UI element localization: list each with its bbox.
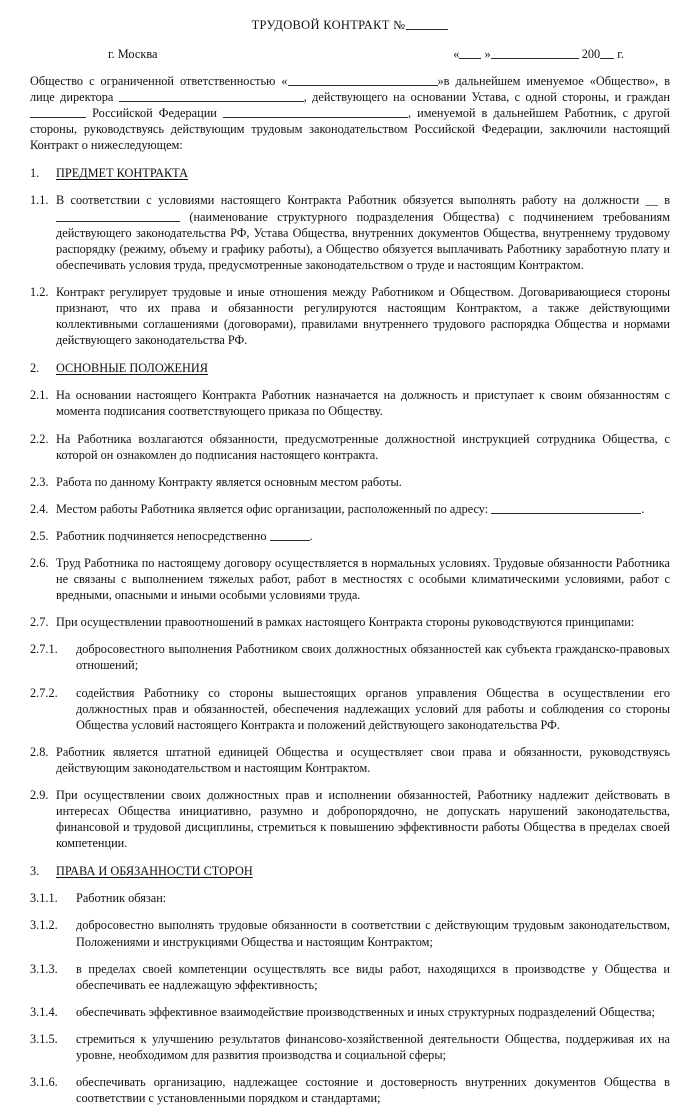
clause-number: 2.7.2. [30,685,58,700]
clause-text-b: . [309,528,313,543]
clause-2-2 [30,431,670,463]
supervisor-blank [270,529,310,540]
clause-1-1 [30,192,670,272]
intro-text-a: Общество с ограниченной ответственностью [30,74,276,88]
day-blank [459,48,481,59]
clause-body: добросовестно выполнять трудовые обязанности в соответствии с действующим трудовым законодательством, Положениями и инструкциями Общества и настоящим Контрактом; [76,918,670,949]
intro-text-b: в дальнейшем именуемое [443,74,584,88]
intro-paragraph [30,73,670,153]
clause-body: добросовестного выполнения Работником своих должностных обязанностей как субъекта гражданско-правовых отношений; [76,642,670,673]
section-heading-1 [30,166,670,181]
clause-text-a: Работник подчиняется непосредственно [56,528,267,543]
subdivision-blank [56,210,180,221]
office-address-blank [491,502,641,513]
citizen-blank [30,107,86,118]
clause-number: 2.9. [30,788,49,802]
clause-body: обеспечивать организацию, надлежащее состояние и достоверность внутренних документов Общества в соответствии с установленными порядком и стандартами; [76,1075,670,1106]
clause-3-1-2 [30,917,670,949]
clause-2-1 [30,387,670,419]
clause-body: При осуществлении своих должностных прав и исполнении обязанностей, Работнику надлежит действовать в интересах Общества инициативно, разумно и добропорядочно, не допускать нарушений законодательства, финансовой и трудовой дисциплины, стремиться к повышению эффективности работы Общества в пределах своей компетенции. [56,788,670,851]
close-quote: » [484,47,491,61]
clause-3-1-5 [30,1031,670,1063]
clause-body: На Работника возлагаются обязанности, предусмотренные должностной инструкцией сотрудника Общества, с которой он ознакомлен до подписания настоящего контракта. [56,431,670,462]
clause-number: 3.1.2. [30,918,58,933]
close-quote-company: » [437,74,444,88]
clause-body: При осуществлении правоотношений в рамках настоящего Контракта стороны руководствуются принципами: [56,615,635,630]
clause-text-b: (наименование структурного подразделения Общества) с подчинением требованиям действующего законодательства РФ, Устава Общества, внутренних документов Общества, внутреннему трудовому распорядку (режиму, объему и графику работы), а Общество обязуется выплачивать Работнику заработную плату и обеспечивать условия труда, предусмотренные законодательством о труде и настоящим Контрактом. [56,209,670,272]
section-title-2: ОСНОВНЫЕ ПОЛОЖЕНИЯ [56,361,208,376]
clause-2-3 [30,474,670,490]
clause-3-1-3 [30,961,670,993]
year-blank [600,48,614,59]
clause-body: Контракт регулирует трудовые и иные отношения между Работником и Обществом. Договаривающиеся стороны признают, что их права и обязанности регулируются настоящим Контрактом, а также действующими коллективными соглашениями (договорами), правилами внутреннего трудового распорядка Общества и нормами действующего законодательства РФ. [56,284,670,348]
clause-number: 3.1.5. [30,1031,58,1046]
clause-body [56,528,670,544]
clause-body: Труд Работника по настоящему договору осуществляется в нормальных условиях. Трудовые обязанности Работника не связаны с выполнением тяжелых работ, работ в местностях с особыми климатическими условиями, работ с вредными, опасными и иными особыми условиями труда. [56,555,670,603]
month-blank [491,48,579,59]
company-name-blank [288,75,438,86]
clause-2-4 [30,501,670,517]
clause-2-7 [30,614,670,630]
date-group [453,47,670,62]
clause-text-a: Местом работы Работника является офис организации, расположенный по адресу: [56,501,489,516]
contract-number-blank [406,18,448,30]
clause-number: 1.2. [30,284,49,299]
clause-body: обеспечивать эффективное взаимодействие производственных и иных структурных подразделений Общества; [76,1004,655,1019]
intro-text-d: , действующего на основании Устава, с одной стороны, и граждан [303,90,670,105]
clause-number: 2.7. [30,615,49,630]
page-title [30,18,670,33]
clause-body: Работник является штатной единицей Общества и осуществляет свои права и обязанности, руководствуясь действующим законодательством и настоящим Контрактом. [56,744,670,775]
clause-number: 1.1. [30,193,49,208]
employee-name-blank [223,107,408,118]
clause-2-9 [30,787,670,851]
clause-2-6 [30,555,670,603]
clause-body: На основании настоящего Контракта Работник назначается на должность и приступает к своим обязанностям с момента подписания соответствующего приказа по Обществу. [56,388,670,419]
clause-text-b: . [641,501,645,516]
clause-3-1-1 [30,890,670,906]
clause-number: 2.4. [30,501,49,516]
section-title-3: ПРАВА И ОБЯЗАННОСТИ СТОРОН [56,864,253,879]
clause-number: 2.1. [30,388,49,403]
city-date-row [30,47,670,62]
clause-2-8 [30,744,670,776]
clause-3-1-6 [30,1074,670,1106]
clause-body: стремиться к улучшению результатов финансово-хозяйственной деятельности Общества, поддерживая их на уровне, необходимом для развития производства и социальной сферы; [76,1031,670,1063]
open-quote-company: « [281,74,288,88]
intro-text-f: , именуемой в дальнейшем Работник, с другой стороны, руководствуясь действующим трудовым законодательством Российской Федерации, заключили настоящий Контракт о нижеследующем: [30,106,671,153]
section-title-1: ПРЕДМЕТ КОНТРАКТА [56,166,188,181]
clause-number: 3.1.1. [30,891,58,906]
page-title-text: ТРУДОВОЙ КОНТРАКТ № [251,18,406,32]
clause-body [56,501,670,517]
clause-body: содействия Работнику со стороны вышестоящих органов управления Общества в осуществлении его должностных прав и обязанностей, обеспечения надлежащих условий для работы и соблюдения со стороны Общества условий настоящего Контракта и положений действующего законодательства РФ. [76,685,670,732]
director-name-blank [119,91,304,102]
clause-number: 2.5. [30,528,49,543]
clause-number: 2.2. [30,431,49,446]
section-heading-2 [30,361,670,376]
clause-2-7-2 [30,685,670,733]
intro-text-c: «Общество», в лице директора [30,74,670,105]
open-quote: « [453,47,460,61]
section-number-1: 1. [30,166,40,181]
clause-number: 2.7.1. [30,642,58,657]
clause-number: 2.3. [30,474,49,489]
clause-body [56,192,670,272]
clause-number: 3.1.6. [30,1075,58,1090]
section-number-2: 2. [30,361,40,376]
clause-2-5 [30,528,670,544]
section-heading-3 [30,864,670,879]
clause-number: 3.1.3. [30,961,58,976]
clause-number: 2.6. [30,555,49,570]
year-suffix: г. [617,47,624,61]
clause-number: 2.8. [30,744,49,759]
clause-3-1-4 [30,1004,670,1020]
section-number-3: 3. [30,864,40,879]
city-label: г. Москва [108,47,158,61]
clause-body: Работа по данному Контракту является основным местом работы. [56,474,402,489]
clause-text-a: В соответствии с условиями настоящего Контракта Работник обязуется выполнять работу на должности __ в [56,193,670,208]
intro-text-e: Российской Федерации [92,106,217,121]
clause-number: 3.1.4. [30,1004,58,1019]
clause-1-2 [30,284,670,348]
clause-2-7-1 [30,641,670,673]
clause-body: в пределах своей компетенции осуществлять все виды работ, находящихся в производстве у Общества и обеспечивать ее надлежащую эффективность; [76,961,670,992]
year-text: 200 [581,47,601,61]
clause-body: Работник обязан: [76,891,167,906]
